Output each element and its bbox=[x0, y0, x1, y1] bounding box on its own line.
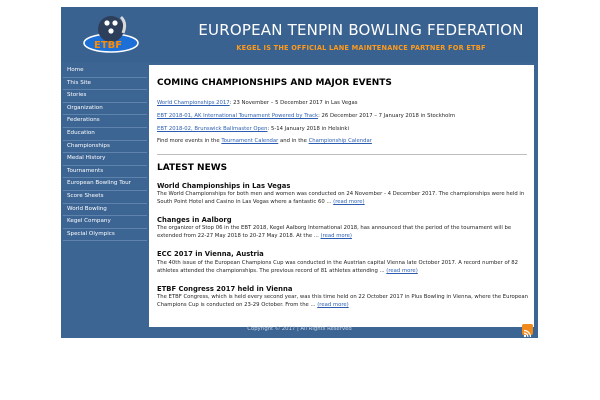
site-footer bbox=[61, 323, 538, 338]
event-row bbox=[157, 113, 529, 119]
nav-item-championships[interactable]: Championships bbox=[63, 141, 147, 154]
event-row bbox=[157, 100, 529, 106]
event-link[interactable]: EBT 2018-02, Brunswick Ballmaster Open bbox=[157, 126, 268, 132]
nav-item-medal-history[interactable]: Medal History bbox=[63, 153, 147, 166]
site-title: EUROPEAN TENPIN BOWLING FEDERATION bbox=[198, 21, 524, 39]
championship-calendar-link[interactable]: Championship Calendar bbox=[308, 138, 372, 144]
event-row bbox=[157, 126, 529, 132]
event-link[interactable]: World Championships 2017 bbox=[157, 100, 230, 106]
news-text: The World Championships for both men and women was conducted on 24 November - 4 December 2017. The championships were held in South Point Hotel and Casino in Las Vegas where a fantastic 60 ... bbox=[157, 191, 525, 205]
sidebar-nav bbox=[63, 65, 147, 241]
news-title[interactable]: Changes in Aalborg bbox=[157, 216, 232, 224]
main-content bbox=[149, 65, 534, 327]
sponsor-tagline: KEGEL IS THE OFFICIAL LANE MAINTENANCE PARTNER FOR ETBF bbox=[236, 44, 486, 52]
nav-item-european-bowling-tour[interactable]: European Bowling Tour bbox=[63, 178, 147, 191]
news-summary bbox=[157, 190, 529, 206]
copyright-text: Copyright © 2017 | All Rights Reserved bbox=[247, 326, 352, 332]
event-dates: : 23 November – 5 December 2017 in Las Vegas bbox=[229, 100, 358, 106]
site-header bbox=[61, 7, 538, 62]
news-summary bbox=[157, 293, 529, 309]
more-events-text: Find more events in the bbox=[157, 138, 222, 144]
news-text: The ETBF Congress, which is held every second year, was this time held on 22 October 2017 in Plus Bowling in Vienna, where the European Champions Cup is conducted on 23-29 October. From the ... bbox=[157, 294, 528, 308]
logo-text: ETBF bbox=[94, 40, 123, 51]
news-title[interactable]: World Championships in Las Vegas bbox=[157, 182, 291, 190]
news-summary bbox=[157, 259, 529, 275]
rss-icon[interactable] bbox=[522, 324, 533, 335]
more-events-line bbox=[157, 138, 529, 144]
bowling-ball-pin-logo-icon bbox=[71, 9, 151, 61]
nav-item-tournaments[interactable]: Tournaments bbox=[63, 166, 147, 179]
news-summary bbox=[157, 224, 529, 240]
news-title[interactable]: ECC 2017 in Vienna, Austria bbox=[157, 250, 264, 258]
page-wrapper bbox=[61, 7, 538, 338]
nav-item-score-sheets[interactable]: Score Sheets bbox=[63, 191, 147, 204]
read-more-link[interactable]: (read more) bbox=[386, 268, 418, 274]
nav-item-home[interactable]: Home bbox=[63, 65, 147, 78]
nav-item-stories[interactable]: Stories bbox=[63, 90, 147, 103]
latest-news-heading: LATEST NEWS bbox=[157, 163, 228, 173]
read-more-link[interactable]: (read more) bbox=[317, 302, 349, 308]
tournament-calendar-link[interactable]: Tournament Calendar bbox=[221, 138, 279, 144]
rss-feed-icon bbox=[522, 328, 533, 339]
championships-heading: COMING CHAMPIONSHIPS AND MAJOR EVENTS bbox=[157, 78, 392, 88]
read-more-link[interactable]: (read more) bbox=[333, 199, 365, 205]
nav-item-world-bowling[interactable]: World Bowling bbox=[63, 204, 147, 217]
nav-item-special-olympics[interactable]: Special Olympics bbox=[63, 229, 147, 242]
event-dates: : 5-14 January 2018 in Helsinki bbox=[267, 126, 349, 132]
nav-item-kegel-company[interactable]: Kegel Company bbox=[63, 216, 147, 229]
nav-item-organization[interactable]: Organization bbox=[63, 103, 147, 116]
nav-item-this-site[interactable]: This Site bbox=[63, 78, 147, 91]
read-more-link[interactable]: (read more) bbox=[320, 233, 352, 239]
etbf-logo[interactable] bbox=[71, 9, 151, 61]
event-link[interactable]: EBT 2018-01, AK International Tournament Powered by Track bbox=[157, 113, 319, 119]
news-text: The 40th issue of the European Champions Cup was conducted in the Austrian capital Vienna late October 2017. A record number of 82 athletes attended the championships. The previous record of 81 athletes attending ... bbox=[157, 260, 519, 274]
more-events-text: and in the bbox=[278, 138, 309, 144]
news-text: The organizer of Stop 06 in the EBT 2018, Kegel Aalborg International 2018, has announced that the period of the tournament will be extended from 22-27 May 2018 to 20-27 May 2018. At the ... bbox=[157, 225, 512, 239]
nav-item-education[interactable]: Education bbox=[63, 128, 147, 141]
section-divider bbox=[157, 154, 527, 155]
nav-item-federations[interactable]: Federations bbox=[63, 115, 147, 128]
event-dates: : 26 December 2017 – 7 January 2018 in Stockholm bbox=[318, 113, 456, 119]
news-title[interactable]: ETBF Congress 2017 held in Vienna bbox=[157, 285, 293, 293]
